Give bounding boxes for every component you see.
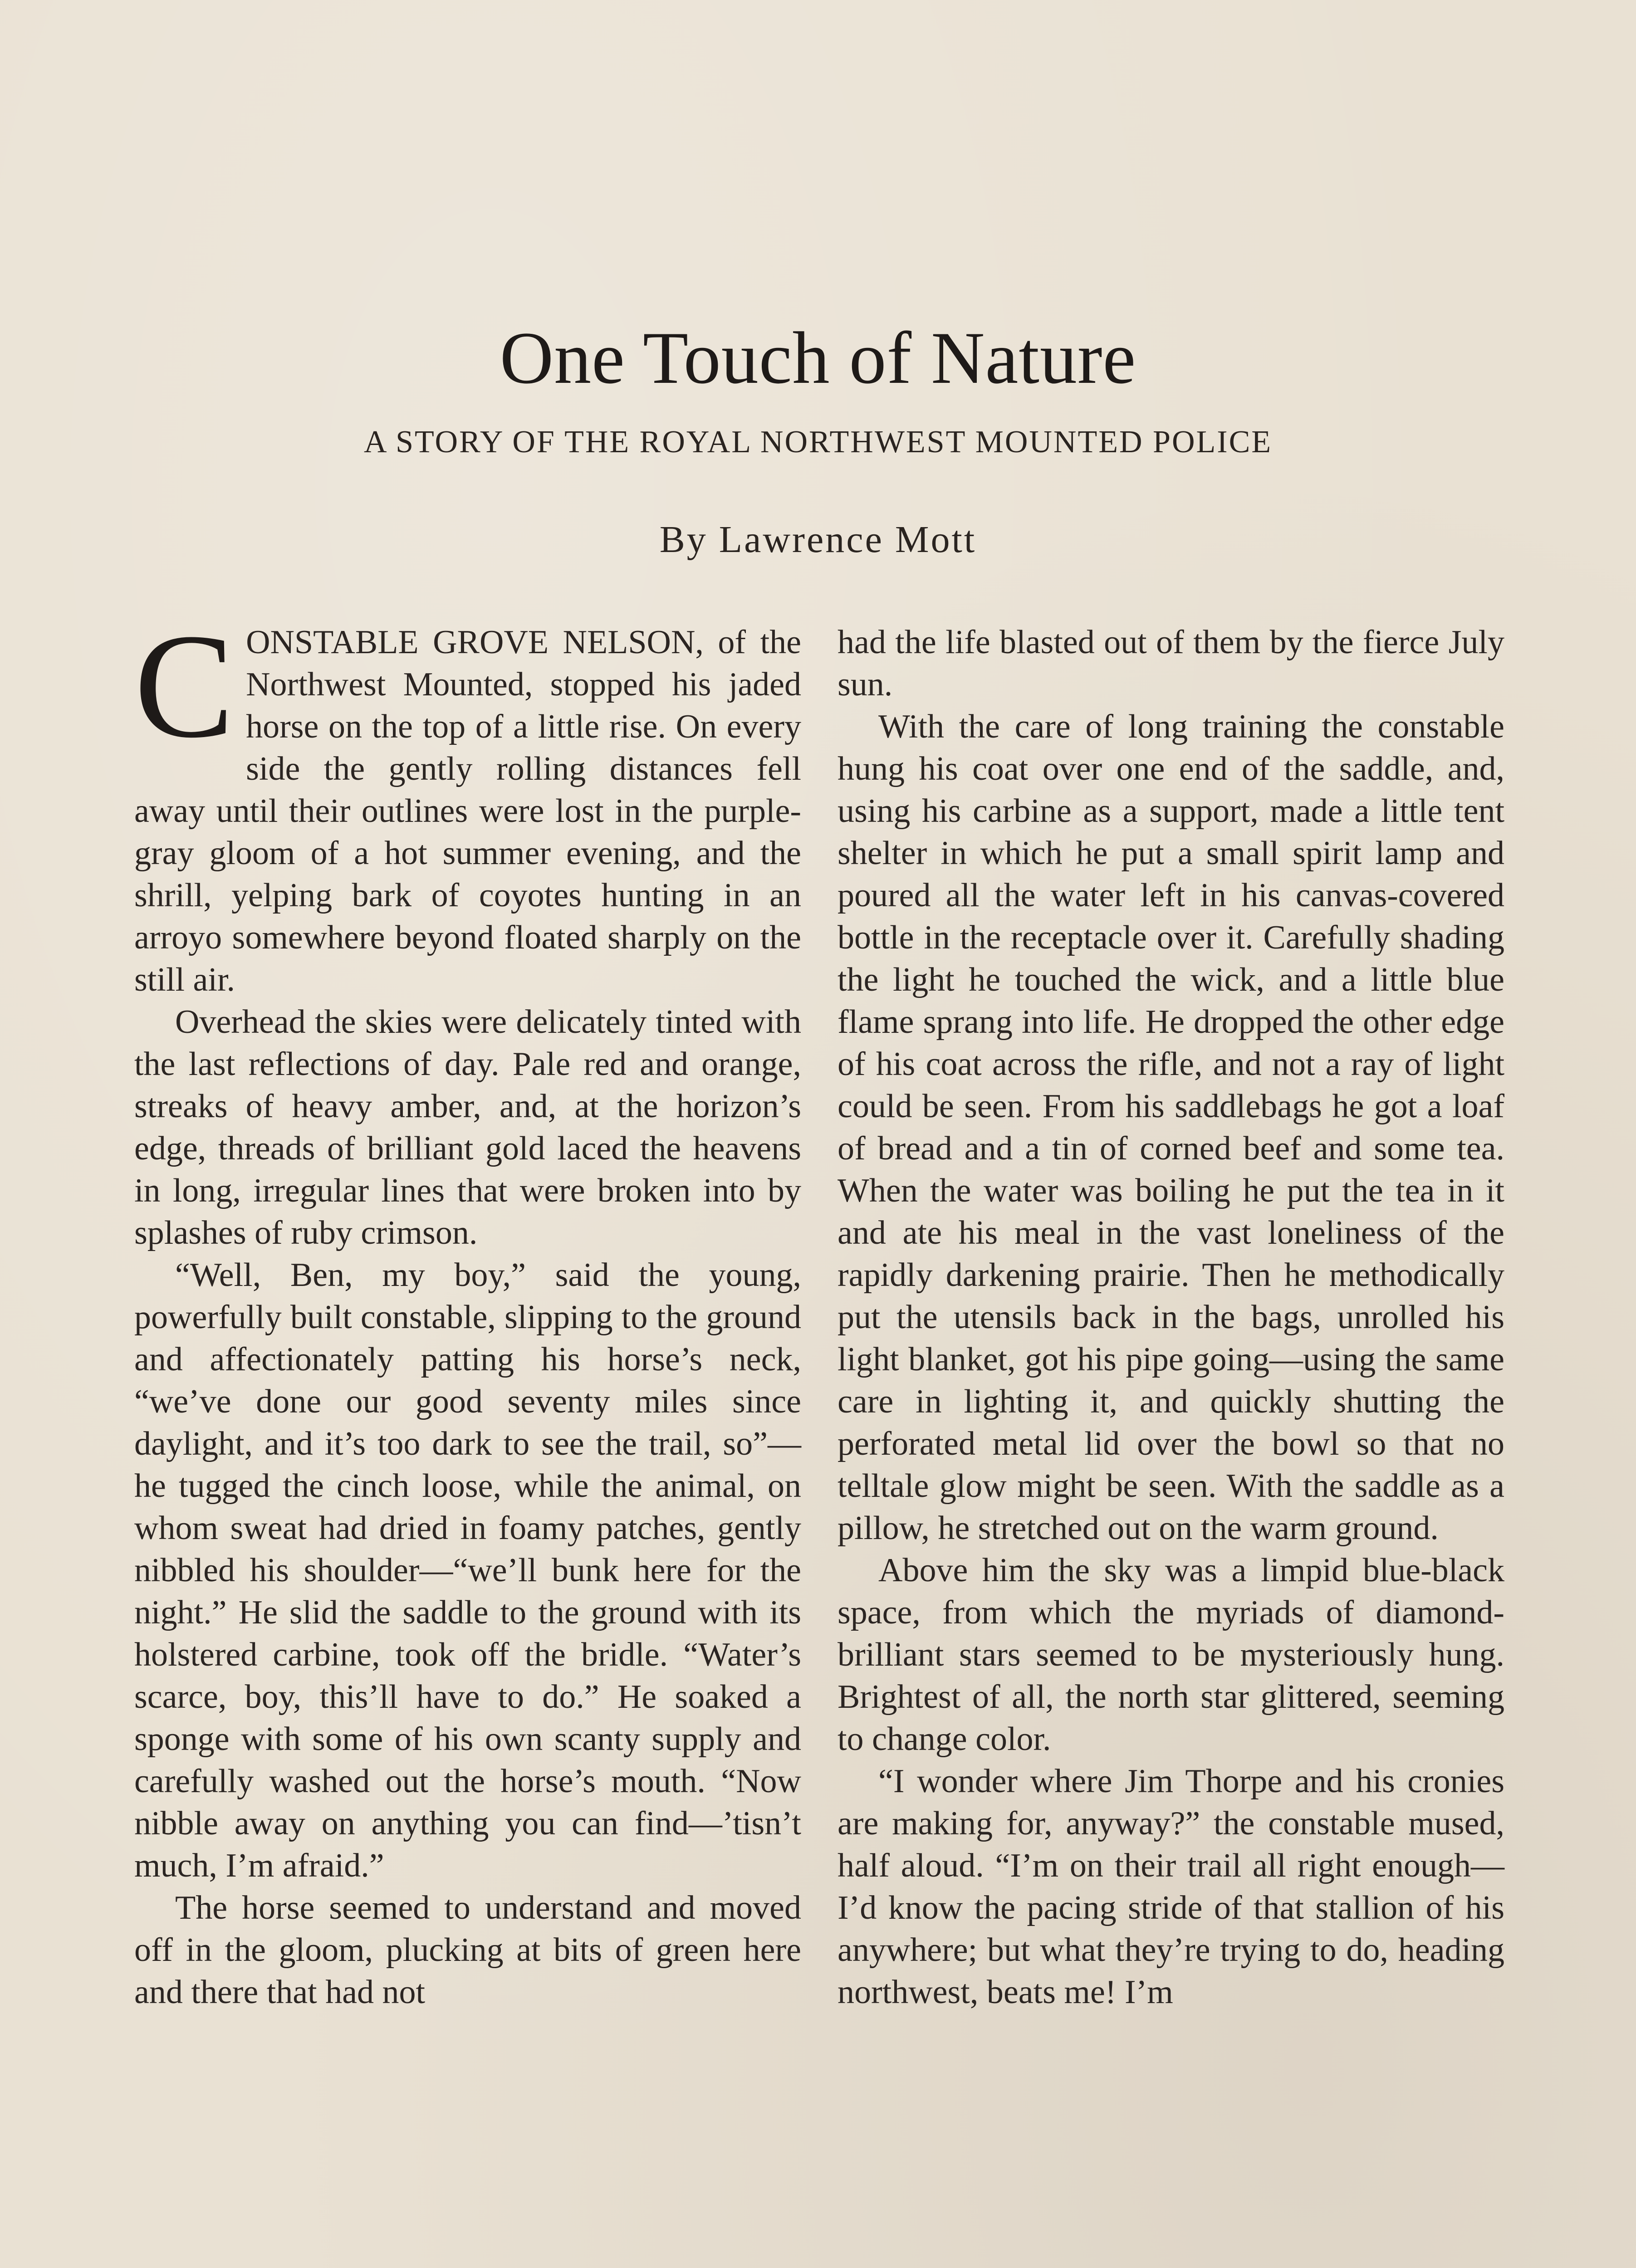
paragraph [134, 603, 801, 1001]
paragraph: Above him the sky was a limpid blue-black space, from which the myriads of diamond-brilliant stars seemed to be mysteriously hung. Brightest of all, the north star glittered, seeming to change color. [838, 1552, 1504, 1758]
paragraph: With the care of long training the constable hung his coat over one end of the saddle, and, using his carbine as a support, made a little tent shelter in which he put a small spirit lamp and poured all the water left in his canvas-covered bottle in the receptacle over it. Carefully shading the light he touched the wick, and a little blue flame sprang into life. He dropped the other edge of his coat across the rifle, and not a ray of light could be seen. From his saddlebags he got a loaf of bread and a tin of corned beef and some tea. When the water was boiling he put the tea in it and ate his meal in the vast loneliness of the rapidly darkening prairie. Then he methodically put the utensils back in the bags, unrolled his light blanket, got his pipe going—using the same care in lighting it, and quickly shutting the perforated metal lid over the bowl so that no telltale glow might be seen. With the saddle as a pillow, he stretched out on the warm ground. [838, 708, 1504, 1547]
paragraph: “I wonder where Jim Thorpe and his cronies are making for, anyway?” the constable mused, half aloud. “I’m on their trail all right enough—I’d know the pacing stride of that stallion of his anywhere; but what they’re trying to do, heading northwest, beats me! I’m [838, 1763, 1504, 2011]
left-column [134, 603, 801, 2014]
story-subtitle: A STORY OF THE ROYAL NORTHWEST MOUNTED POLICE [363, 425, 1273, 459]
paragraph: The horse seemed to understand and moved off in the gloom, plucking at bits of green here and there that had not [134, 1889, 801, 2011]
paragraph-text: ONSTABLE GROVE NELSON, of the Northwest Mounted, stopped his jaded horse on the top of a little rise. On every side the gently rolling distances fell away until their outlines were lost in the purple-gray gloom of a hot summer evening, and the shrill, yelping bark of coyotes hunting in an arroyo somewhere beyond floated sharply on the still air. [134, 624, 801, 998]
paragraph: “Well, Ben, my boy,” said the young, powerfully built constable, slipping to the ground and affectionately patting his horse’s neck, “we’ve done our good seventy miles since daylight, and it’s too dark to see the trail, so”—he tugged the cinch loose, while the animal, on whom sweat had dried in foamy patches, gently nibbled his shoulder—“we’ll bunk here for the night.” He slid the saddle to the ground with its holstered carbine, took off the bridle. “Water’s scarce, boy, this’ll have to do.” He soaked a sponge with some of his own scanty supply and carefully washed out the horse’s mouth. “Now nibble away on anything you can find—’tisn’t much, I’m afraid.” [134, 1256, 801, 1884]
paragraph: Overhead the skies were delicately tinted with the last reflections of day. Pale red and orange, streaks of heavy amber, and, at the horizon’s edge, threads of brilliant gold laced the heavens in long, irregular lines that were broken into by splashes of ruby crimson. [134, 1003, 801, 1251]
story-byline: By Lawrence Mott [659, 518, 977, 561]
drop-cap: C [134, 603, 235, 769]
right-column [838, 621, 1504, 2014]
paragraph-continued: had the life blasted out of them by the fierce July sun. [838, 624, 1504, 703]
story-title: One Touch of Nature [500, 317, 1136, 399]
